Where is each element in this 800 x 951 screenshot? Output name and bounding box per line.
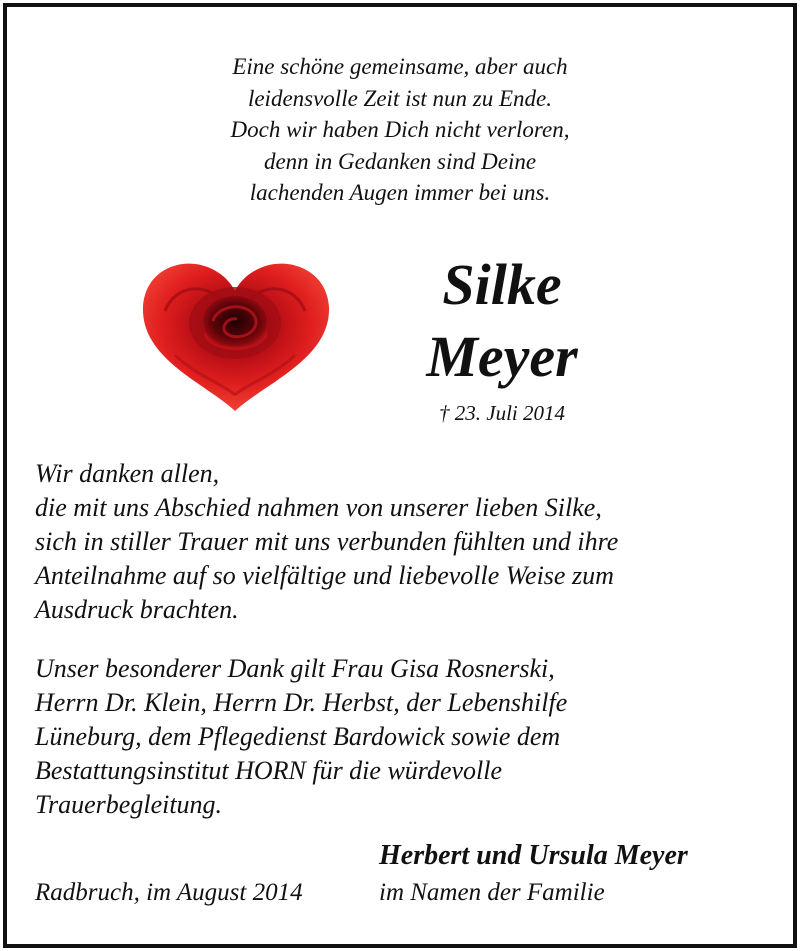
special-thanks-line: Lüneburg, dem Pflegedienst Bardowick sowie dem — [35, 722, 561, 751]
thanks-line: sich in stiller Trauer mit uns verbunden fühlten und ihre — [35, 527, 619, 556]
thanks-line: Ausdruck brachten. — [35, 595, 239, 624]
thanks-line: Wir danken allen, — [35, 459, 220, 488]
death-date: † 23. Juli 2014 — [439, 401, 565, 425]
signatories: Herbert und Ursula Meyer — [379, 840, 688, 871]
place-date: Radbruch, im August 2014 — [35, 879, 303, 906]
thanks-line: Anteilnahme auf so vielfältige und liebevolle Weise zum — [35, 561, 614, 590]
deceased-first-name: Silke — [442, 252, 562, 317]
poem-line: Doch wir haben Dich nicht verloren, — [230, 117, 570, 142]
special-thanks-line: Unser besonderer Dank gilt Frau Gisa Rosnerski, — [35, 654, 555, 683]
on-behalf-of-family: im Namen der Familie — [379, 879, 605, 906]
special-thanks-line: Bestattungsinstitut HORN für die würdevolle — [35, 756, 503, 785]
special-thanks-line: Trauerbegleitung. — [35, 790, 223, 819]
poem-line: leidensvolle Zeit ist nun zu Ende. — [247, 85, 553, 111]
poem — [7, 51, 793, 209]
special-thanks-line: Herrn Dr. Klein, Herrn Dr. Herbst, der Lebenshilfe — [35, 688, 568, 717]
rose-heart-icon — [135, 255, 335, 415]
poem-line: lachenden Augen immer bei uns. — [249, 180, 551, 205]
deceased-last-name: Meyer — [426, 324, 578, 389]
thanks-text — [35, 457, 775, 627]
poem-line: Eine schöne gemeinsame, aber auch — [232, 54, 568, 79]
thanks-line: die mit uns Abschied nahmen von unserer lieben Silke, — [35, 493, 602, 522]
poem-line: denn in Gedanken sind Deine — [263, 148, 537, 174]
special-thanks-text — [35, 652, 775, 822]
obituary-frame — [3, 3, 797, 948]
